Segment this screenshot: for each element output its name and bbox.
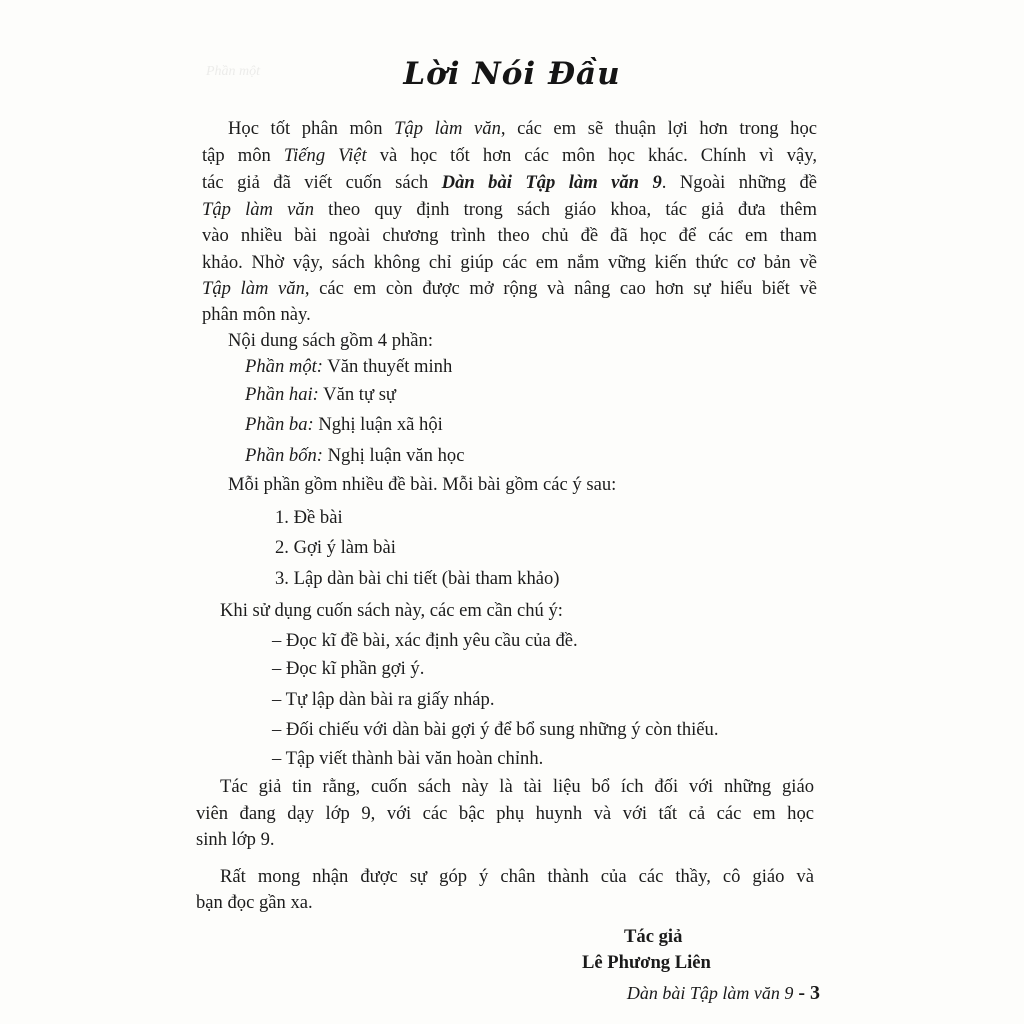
part-item: Phần ba: Nghị luận xã hội — [245, 414, 443, 435]
paragraph-line: Học tốt phân môn Tập làm văn, các em sẽ thuận lợi hơn trong học — [228, 118, 818, 139]
paragraph-line: tác giả đã viết cuốn sách Dàn bài Tập làm văn 9. Ngoài những đề — [202, 172, 817, 193]
usage-item: – Đọc kĩ đề bài, xác định yêu cầu của đề. — [272, 630, 578, 651]
list-item: 3. Lập dàn bài chi tiết (bài tham khảo) — [275, 568, 560, 589]
paragraph-line: Tác giả tin rằng, cuốn sách này là tài liệu bổ ích đối với những giáo — [220, 776, 814, 797]
usage-item: – Tự lập dàn bài ra giấy nháp. — [272, 689, 495, 710]
paragraph-line: bạn đọc gần xa. — [196, 892, 313, 913]
paragraph-line: tập môn Tiếng Việt và học tốt hơn các môn học khác. Chính vì vậy, — [202, 145, 817, 166]
page-number: 3 — [810, 982, 820, 1004]
contents-intro: Nội dung sách gồm 4 phần: — [228, 330, 434, 351]
usage-intro: Khi sử dụng cuốn sách này, các em cần chú ý: — [220, 600, 563, 621]
footer-book-title: Dàn bài Tập làm văn 9 — [626, 983, 794, 1003]
paragraph-line: Rất mong nhận được sự góp ý chân thành của các thầy, cô giáo và — [220, 866, 814, 887]
list-item: 2. Gợi ý làm bài — [275, 537, 396, 558]
usage-item: – Tập viết thành bài văn hoàn chỉnh. — [272, 748, 544, 769]
paragraph-line: Tập làm văn theo quy định trong sách giáo khoa, tác giả đưa thêm — [202, 199, 817, 220]
paragraph-line: khảo. Nhờ vậy, sách không chỉ giúp các em nắm vững kiến thức cơ bản về — [202, 252, 817, 273]
page-footer: Dàn bài Tập làm văn 9 - 3 — [626, 982, 820, 1004]
part-item: Phần một: Văn thuyết minh — [245, 356, 453, 377]
bleed-through-text: Phần một — [206, 64, 261, 79]
paragraph-line: viên đang dạy lớp 9, với các bậc phụ huynh và với tất cả các em học — [196, 803, 814, 824]
paragraph-line: phân môn này. — [202, 304, 311, 325]
part-item: Phần hai: Văn tự sự — [245, 384, 397, 405]
part-item: Phần bốn: Nghị luận văn học — [245, 445, 465, 466]
items-intro: Mỗi phần gồm nhiều đề bài. Mỗi bài gồm các ý sau: — [228, 474, 617, 495]
signature-role: Tác giả — [624, 926, 683, 947]
page-title: Lời Nói Đầu — [403, 56, 621, 92]
usage-item: – Đọc kĩ phần gợi ý. — [272, 658, 425, 679]
paragraph-line: sinh lớp 9. — [196, 829, 275, 850]
paragraph-line: vào nhiều bài ngoài chương trình theo chủ đề đã học để các em tham — [202, 225, 817, 246]
list-item: 1. Đề bài — [275, 507, 343, 528]
paragraph-line: Tập làm văn, các em còn được mở rộng và nâng cao hơn sự hiểu biết về — [202, 278, 817, 299]
usage-item: – Đối chiếu với dàn bài gợi ý để bổ sung những ý còn thiếu. — [272, 719, 719, 740]
signature-name: Lê Phương Liên — [582, 952, 711, 973]
